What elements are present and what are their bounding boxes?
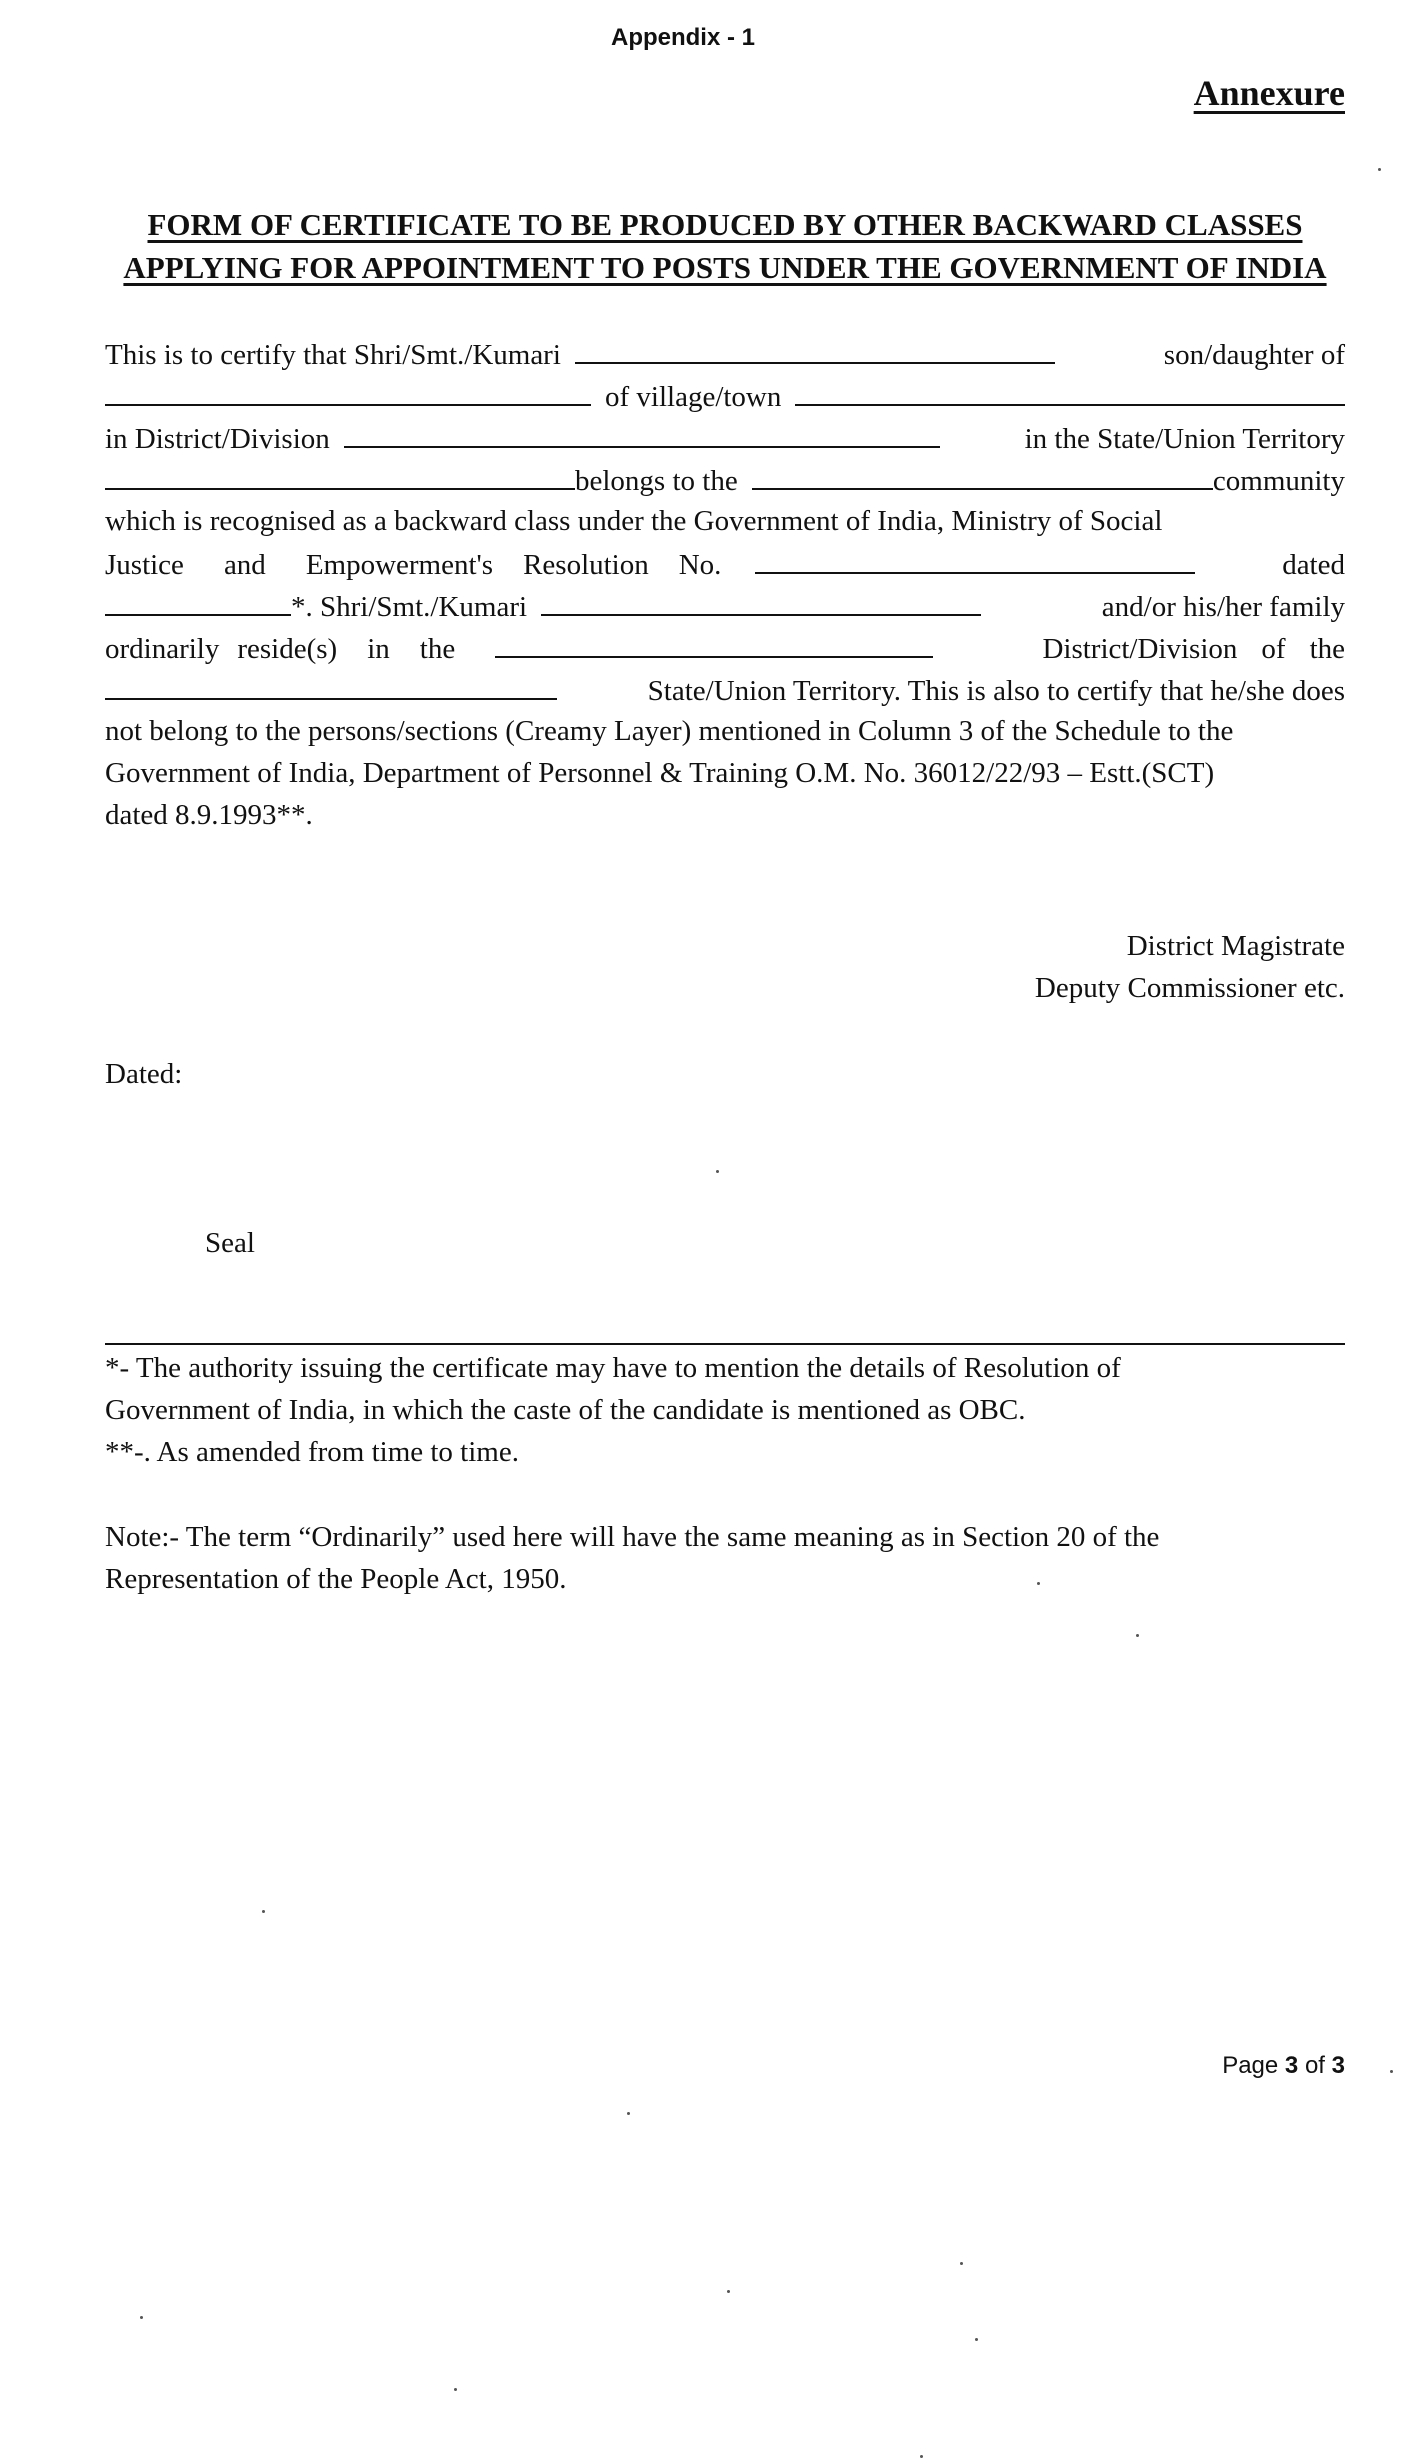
page-middle: of — [1298, 2052, 1332, 2079]
footnote-divider — [105, 1343, 1345, 1345]
annexure-heading: Annexure — [1193, 73, 1345, 113]
body-text: *. Shri/Smt./Kumari — [291, 591, 528, 623]
body-text: in District/Division — [105, 423, 330, 455]
state-blank — [105, 458, 575, 490]
page-total: 3 — [1331, 2052, 1345, 2079]
body-line-11 — [105, 752, 1345, 794]
body-line-9 — [105, 668, 1345, 710]
signatory-designation-2: Deputy Commissioner etc. — [1034, 972, 1345, 1004]
body-text: the — [419, 633, 456, 665]
body-line-6 — [105, 542, 1345, 584]
body-text: dated — [1282, 549, 1345, 581]
resolution-no-blank — [755, 542, 1195, 574]
scan-speck — [960, 2262, 963, 2265]
body-text: No. — [678, 549, 722, 581]
body-text: Resolution — [523, 549, 649, 581]
village-town-blank — [795, 374, 1345, 406]
body-text: of village/town — [605, 381, 782, 413]
dated-label: Dated: — [105, 1058, 183, 1090]
name-blank — [575, 332, 1055, 364]
body-line-7 — [105, 584, 1345, 626]
scan-speck — [140, 2316, 143, 2319]
body-text: ordinarily — [105, 633, 220, 665]
note-line-2: Representation of the People Act, 1950. — [105, 1563, 567, 1595]
body-text: belongs to the — [575, 465, 738, 497]
scan-speck — [1390, 2070, 1393, 2073]
scan-speck — [454, 2388, 457, 2391]
body-line-3 — [105, 416, 1345, 458]
footnote-2: **-. As amended from time to time. — [105, 1436, 519, 1468]
scan-speck — [1136, 1634, 1139, 1637]
body-text: in — [367, 633, 390, 665]
body-line-5 — [105, 500, 1345, 542]
residence-district-blank — [495, 626, 933, 658]
seal-label: Seal — [205, 1227, 255, 1259]
body-text: and — [223, 549, 266, 581]
footnote-1-line-1: *- The authority issuing the certificate may have to mention the details of Resolution of — [105, 1352, 1121, 1384]
body-line-4 — [105, 458, 1345, 500]
body-text: of — [1261, 633, 1286, 665]
scan-speck — [627, 2112, 630, 2115]
body-line-2 — [105, 374, 1345, 416]
body-text: in the State/Union Territory — [1024, 423, 1345, 455]
body-text: Government of India, Department of Personnel & Training O.M. No. 36012/22/93 – Estt.(SCT) — [105, 757, 1215, 789]
body-text: and/or his/her family — [1101, 591, 1345, 623]
footnote-1-line-2: Government of India, in which the caste of the candidate is mentioned as OBC. — [105, 1394, 1026, 1426]
scan-speck — [920, 2455, 923, 2458]
body-text: the — [1309, 633, 1345, 665]
scan-speck — [716, 1170, 719, 1173]
body-text: This is to certify that Shri/Smt./Kumari — [105, 339, 561, 371]
body-text: which is recognised as a backward class under the Government of India, Ministry of Social — [105, 505, 1163, 537]
page-prefix: Page — [1222, 2052, 1285, 2079]
district-blank — [344, 416, 940, 448]
note-line-1: Note:- The term “Ordinarily” used here will have the same meaning as in Section 20 of the — [105, 1521, 1160, 1553]
page-current: 3 — [1284, 2052, 1299, 2079]
body-text: dated 8.9.1993**. — [105, 799, 313, 831]
body-text: District/Division — [1042, 633, 1238, 665]
body-text: Empowerment's — [305, 549, 494, 581]
scan-speck — [727, 2290, 730, 2293]
body-text: State/Union Territory. This is also to certify that he/she does — [647, 675, 1345, 707]
residence-state-blank — [105, 668, 557, 700]
form-title-line-2: APPLYING FOR APPOINTMENT TO POSTS UNDER THE GOVERNMENT OF INDIA — [123, 250, 1327, 285]
candidate-name-blank — [541, 584, 981, 616]
body-text: Justice — [105, 549, 184, 581]
resolution-date-blank — [105, 584, 291, 616]
body-text: reside(s) — [237, 633, 338, 665]
scan-speck — [1037, 1582, 1040, 1585]
form-title-line-1: FORM OF CERTIFICATE TO BE PRODUCED BY OTHER BACKWARD CLASSES — [147, 207, 1303, 242]
page-number — [1222, 2052, 1345, 2080]
body-text: not belong to the persons/sections (Creamy Layer) mentioned in Column 3 of the Schedule to the — [105, 715, 1234, 747]
scan-speck — [262, 1910, 265, 1913]
signatory-designation-1: District Magistrate — [1126, 930, 1345, 962]
body-line-10 — [105, 710, 1345, 752]
parent-name-blank — [105, 374, 591, 406]
body-line-12 — [105, 794, 1345, 836]
body-line-8 — [105, 626, 1345, 668]
body-text: community — [1212, 465, 1345, 497]
appendix-label: Appendix - 1 — [610, 24, 755, 51]
body-line-1 — [105, 332, 1345, 374]
scan-speck — [1378, 168, 1381, 171]
body-text: son/daughter of — [1163, 339, 1345, 371]
scan-speck — [975, 2338, 978, 2341]
community-blank — [752, 458, 1213, 490]
